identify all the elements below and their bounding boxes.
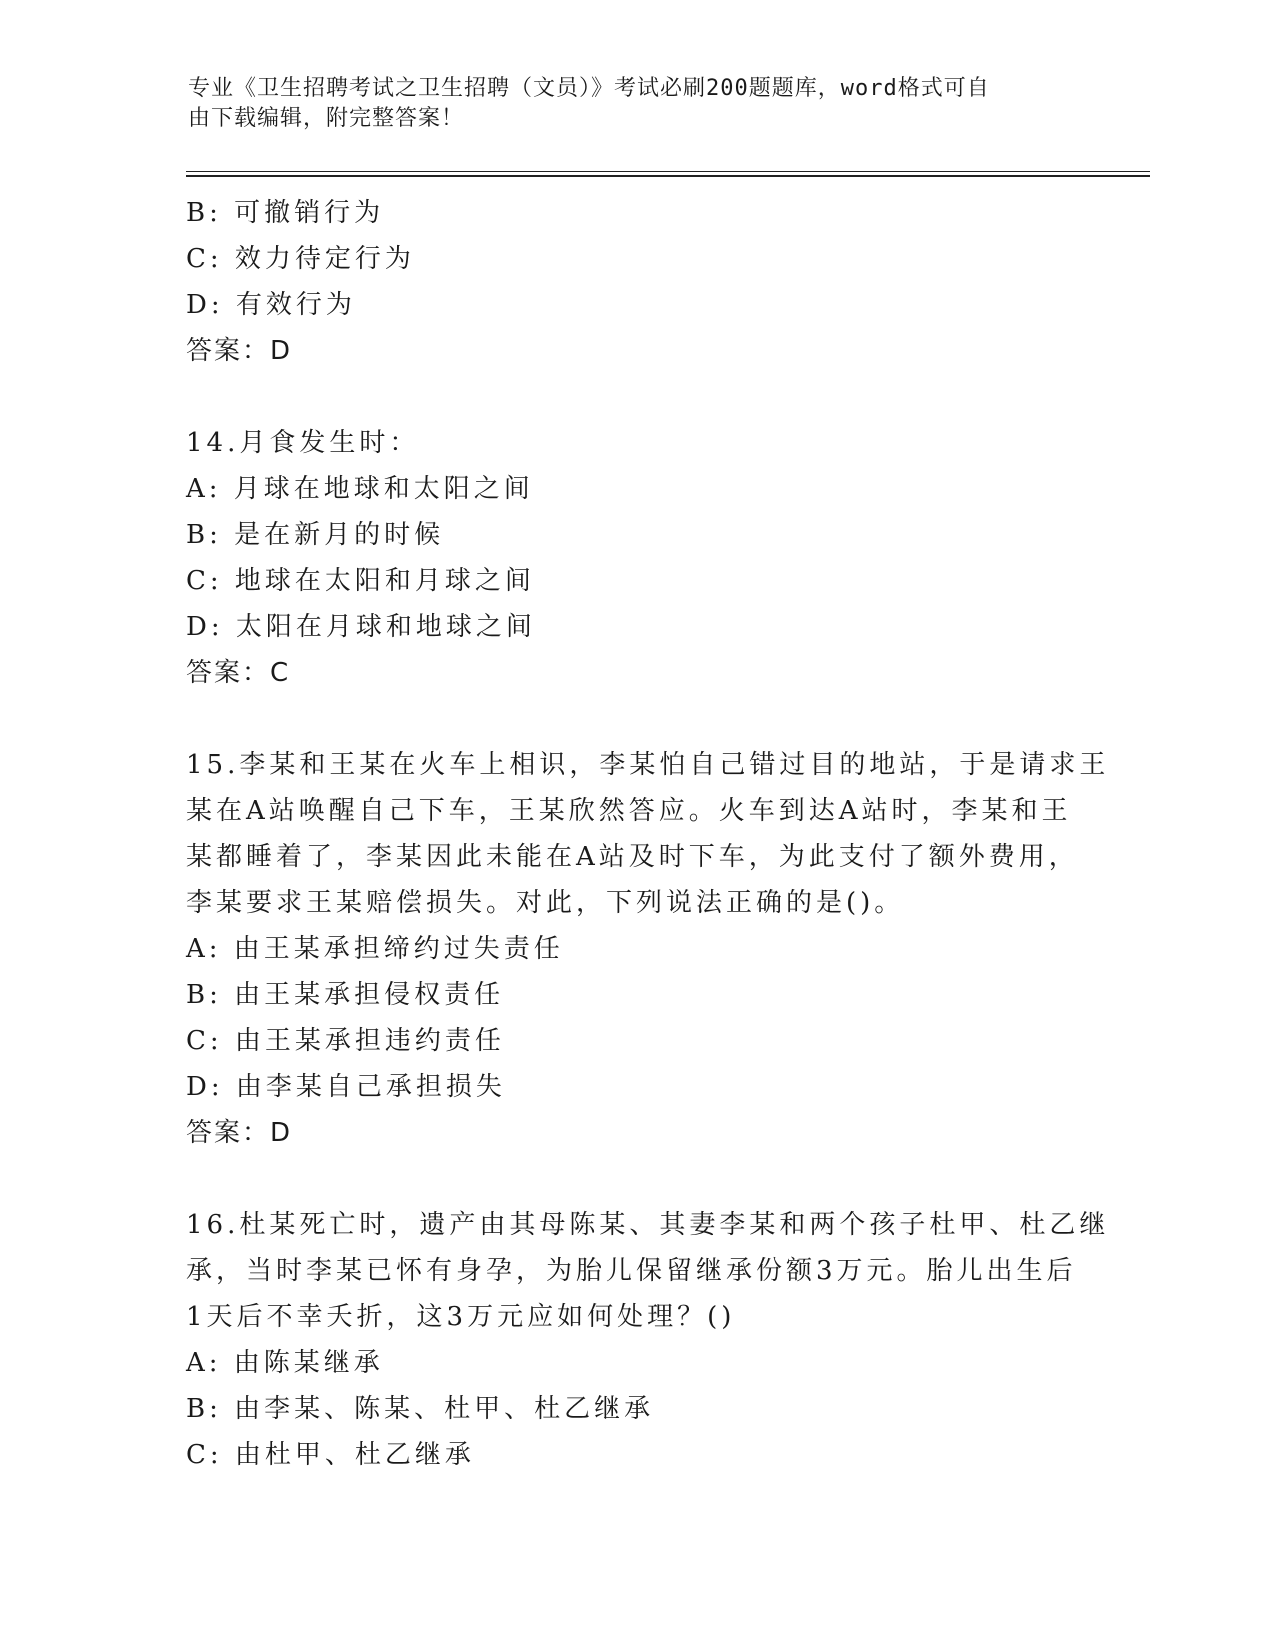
option-d: D: 由李某自己承担损失 — [186, 1072, 506, 1102]
question-stem-line: 承，当时李某已怀有身孕，为胎儿保留继承份额3万元。胎儿出生后 — [186, 1256, 1077, 1286]
option-b: B: 可撤销行为 — [186, 198, 385, 228]
question-15 — [186, 742, 1110, 1156]
question-stem-line: 15.李某和王某在火车上相识，李某怕自己错过目的地站，于是请求王 — [186, 750, 1110, 780]
header-rule-thin — [186, 171, 1150, 172]
question-14 — [186, 420, 1086, 696]
option-d: D: 太阳在月球和地球之间 — [186, 612, 536, 642]
header-rule-thick — [186, 175, 1150, 177]
answer-line: 答案：D — [186, 1118, 293, 1148]
option-b: B: 由李某、陈某、杜甲、杜乙继承 — [186, 1394, 655, 1424]
spacer — [186, 1156, 1086, 1202]
header-line-2: 由下载编辑，附完整答案！ — [188, 106, 465, 131]
spacer — [186, 696, 1086, 742]
question-13-tail — [186, 190, 1086, 374]
option-b: B: 是在新月的时候 — [186, 520, 445, 550]
answer-line: 答案：D — [186, 336, 293, 366]
option-a: A: 由陈某继承 — [186, 1348, 384, 1378]
option-c: C: 由杜甲、杜乙继承 — [186, 1440, 475, 1470]
option-c: C: 由王某承担违约责任 — [186, 1026, 505, 1056]
spacer — [186, 374, 1086, 420]
option-d: D: 有效行为 — [186, 290, 356, 320]
option-c: C: 地球在太阳和月球之间 — [186, 566, 535, 596]
question-16 — [186, 1202, 1110, 1478]
question-content — [186, 190, 1110, 1478]
question-stem-line: 某在A站唤醒自己下车，王某欣然答应。火车到达A站时，李某和王 — [186, 796, 1072, 826]
document-header — [188, 74, 1068, 134]
header-line-1: 专业《卫生招聘考试之卫生招聘（文员）》考试必刷200题题库，word格式可自 — [188, 76, 990, 101]
question-stem-line: 1天后不幸夭折，这3万元应如何处理？() — [186, 1302, 736, 1332]
question-stem-line: 某都睡着了，李某因此未能在A站及时下车，为此支付了额外费用， — [186, 842, 1079, 872]
option-c: C: 效力待定行为 — [186, 244, 415, 274]
question-stem: 14.月食发生时： — [186, 428, 420, 458]
option-a: A: 由王某承担缔约过失责任 — [186, 934, 564, 964]
option-b: B: 由王某承担侵权责任 — [186, 980, 505, 1010]
question-stem-line: 李某要求王某赔偿损失。对此，下列说法正确的是()。 — [186, 888, 905, 918]
option-a: A: 月球在地球和太阳之间 — [186, 474, 534, 504]
answer-line: 答案：C — [186, 658, 291, 688]
question-stem-line: 16.杜某死亡时，遗产由其母陈某、其妻李某和两个孩子杜甲、杜乙继 — [186, 1210, 1110, 1240]
